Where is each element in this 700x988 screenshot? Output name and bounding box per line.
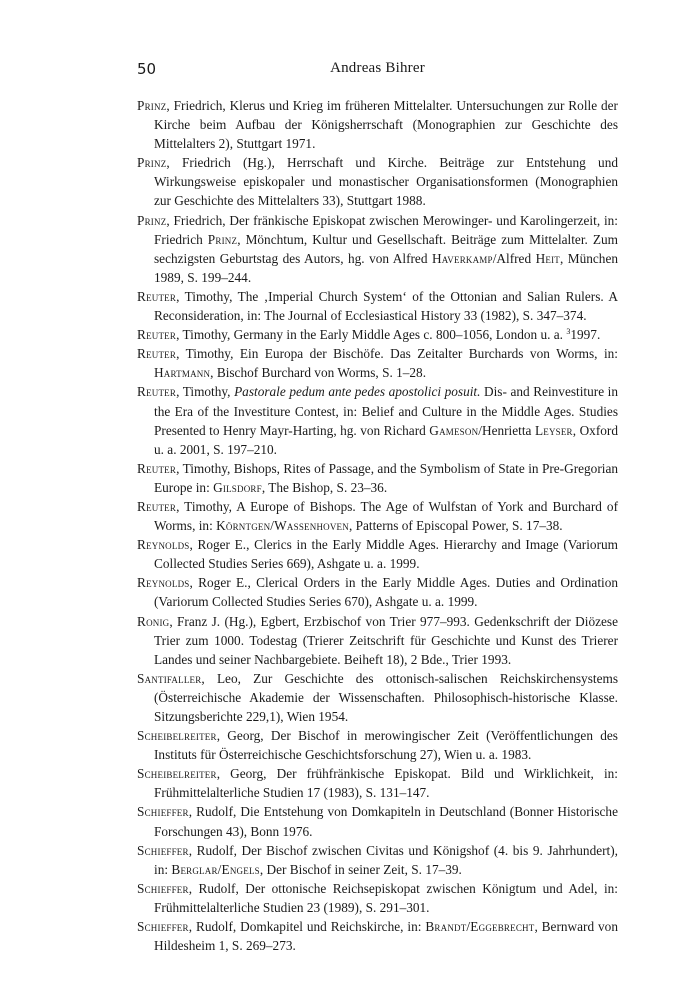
- entry-text: , Friedrich, Klerus und Krieg im früheren Mittelalter. Untersuchungen zur Rolle der Kirche beim Aufbau der Königsherrschaft (Monographien zur Geschichte des Mittelalters 2), Stuttgart 1971.: [154, 98, 618, 152]
- entry-text: , Timothy,: [176, 384, 235, 400]
- entry-author: Scheibelreiter: [137, 766, 217, 782]
- entry-text: , Rudolf, Der ottonische Reichsepiskopat zwischen Königtum und Adel, in: Frühmittelalterliche Studien 23 (1989), S. 291–301.: [154, 880, 618, 915]
- entry-text: , Friedrich, Der fränkische Episkopat zwischen Merowinger- und Karolingerzeit, in: Friedrich: [154, 212, 618, 247]
- cited-name: Gilsdorf: [213, 479, 262, 495]
- entry-text: , The Bishop, S. 23–36.: [261, 479, 388, 495]
- entry-text: , Timothy, Bishops, Rites of Passage, and the Symbolism of State in Pre-Gregorian Europe in:: [154, 460, 618, 495]
- entry-author: Prinz: [137, 155, 167, 171]
- entry-text: , Timothy, Ein Europa der Bischöfe. Das Zeitalter Burchards von Worms, in:: [176, 346, 618, 362]
- bibliography-entry: [137, 344, 618, 382]
- bibliography-entry: [137, 726, 618, 764]
- italic-title: Pastorale pedum ante pedes apostolici posuit.: [234, 384, 481, 400]
- cited-name: Leyser: [534, 422, 573, 438]
- cited-name: Hartmann: [154, 365, 211, 381]
- entry-text: , Timothy, Germany in the Early Middle Ages c. 800–1056, London u. a.: [176, 327, 567, 343]
- bibliography-entry: [137, 802, 618, 840]
- entry-text: , Timothy, A Europe of Bishops. The Age of Wulfstan of York and Burchard of Worms, in:: [154, 498, 618, 534]
- entry-author: Reuter: [137, 327, 177, 343]
- entry-text: , Oxford u. a. 2001, S. 197–210.: [154, 422, 618, 457]
- bibliography-entry: [137, 153, 618, 210]
- entry-text: , Rudolf, Domkapitel und Reichskirche, in:: [188, 919, 426, 935]
- entry-author: Schieffer: [137, 804, 189, 820]
- cited-name: Brandt/Eggebrecht: [425, 919, 535, 935]
- bibliography-entry: [137, 211, 618, 287]
- entry-author: Reynolds: [137, 537, 190, 553]
- bibliography-entry: [137, 287, 618, 325]
- entry-text: , Der Bischof in seiner Zeit, S. 17–39.: [259, 861, 462, 877]
- edition-superscript: 3: [566, 327, 571, 337]
- page-number: 50: [137, 60, 157, 78]
- page-header: [137, 60, 618, 80]
- entry-author: Reuter: [137, 288, 177, 304]
- entry-author: Reuter: [137, 346, 177, 362]
- entry-text: , Timothy, The ‚Imperial Church System‘ of the Ottonian and Salian Rulers. A Reconsideration, in: The Journal of Ecclesiastical History 33 (1982), S. 347–374.: [154, 288, 618, 324]
- entry-text: , Bischof Burchard von Worms, S. 1–28.: [210, 365, 427, 381]
- bibliography-entry: [137, 879, 618, 917]
- bibliography-entry: [137, 497, 618, 535]
- entry-author: Schieffer: [137, 919, 189, 935]
- entry-text: 1997.: [570, 327, 601, 343]
- entry-text: , Rudolf, Der Bischof zwischen Civitas und Königshof (4. bis 9. Jahrhundert), in:: [154, 842, 618, 877]
- entry-text: , München 1989, S. 199–244.: [154, 250, 618, 285]
- entry-author: Ronig: [137, 613, 170, 629]
- entry-text: , Georg, Der Bischof in merowingischer Zeit (Veröffentlichungen des Instituts für Österreichische Geschichtsforschung 27), Wien u. a. 1983.: [154, 728, 618, 763]
- bibliography-entry: [137, 841, 618, 879]
- entry-author: Santifaller: [137, 670, 202, 686]
- entry-text: /Henrietta: [478, 422, 535, 438]
- entry-author: Prinz: [137, 212, 167, 228]
- entry-text: /Alfred: [492, 250, 536, 266]
- running-head: Andreas Bihrer: [330, 60, 425, 76]
- entry-author: Schieffer: [137, 842, 189, 858]
- bibliography-list: [137, 96, 618, 955]
- cited-name: Heit: [535, 250, 560, 266]
- entry-author: Scheibelreiter: [137, 728, 217, 744]
- entry-text: Dis- and Reinvestiture in the Era of the Investiture Contest, in: Belief and Culture in the Middle Ages. Studies Presented to Henry Mayr-Harting, hg. von Richard: [154, 384, 618, 438]
- cited-name: Haverkamp: [431, 250, 493, 266]
- bibliography-entry: [137, 573, 618, 611]
- entry-author: Reynolds: [137, 575, 190, 591]
- bibliography-entry: [137, 669, 618, 726]
- bibliography-entry: [137, 917, 618, 955]
- bibliography-entry: [137, 764, 618, 802]
- bibliography-entry: [137, 459, 618, 497]
- entry-author: Reuter: [137, 460, 177, 476]
- cited-name: Körntgen/Wassenhoven: [216, 518, 349, 534]
- bibliography-entry: [137, 382, 618, 458]
- entry-text: , Bernward von Hildesheim 1, S. 269–273.: [154, 919, 618, 954]
- entry-text: , Rudolf, Die Entstehung von Domkapiteln in Deutschland (Bonner Historische Forschungen 43), Bonn 1976.: [154, 804, 618, 839]
- entry-author: Prinz: [137, 98, 167, 113]
- entry-text: , Patterns of Episcopal Power, S. 17–38.: [348, 518, 563, 534]
- entry-text: , Roger E., Clerics in the Early Middle Ages. Hierarchy and Image (Variorum Collected Studies Series 669), Ashgate u. a. 1999.: [154, 537, 618, 572]
- bibliography-entry: [137, 325, 618, 344]
- cited-name: Berglar/Engels: [171, 861, 260, 877]
- cited-name: Prinz: [207, 231, 238, 247]
- entry-text: , Mönchtum, Kultur und Gesellschaft. Beiträge zum Mittelalter. Zum sechzigsten Geburtstag des Autors, hg. von Alfred: [154, 231, 618, 266]
- entry-text: , Georg, Der frühfränkische Episkopat. Bild und Wirklichkeit, in: Frühmittelalterliche Studien 17 (1983), S. 131–147.: [154, 766, 618, 801]
- bibliography-entry: [137, 535, 618, 573]
- entry-author: Reuter: [137, 384, 177, 400]
- entry-author: Reuter: [137, 498, 177, 514]
- entry-text: , Leo, Zur Geschichte des ottonisch-salischen Reichskirchensystems (Österreichische Akademie der Wissenschaften. Philosophisch-historische Klasse. Sitzungsberichte 229,1), Wien 1954.: [154, 670, 618, 724]
- bibliography-entry: [137, 96, 618, 153]
- entry-text: , Friedrich (Hg.), Herrschaft und Kirche. Beiträge zur Entstehung und Wirkungsweise episkopaler und monastischer Organisationsformen (Monographien zur Geschichte des Mittelalters 33), Stuttgart 1988.: [154, 155, 618, 209]
- entry-text: , Roger E., Clerical Orders in the Early Middle Ages. Duties and Ordination (Variorum Collected Studies Series 670), Ashgate u. a. 1999.: [154, 575, 618, 610]
- entry-text: , Franz J. (Hg.), Egbert, Erzbischof von Trier 977–993. Gedenkschrift der Diözese Trier zum 1000. Todestag (Trierer Zeitschrift für Geschichte und Kunst des Trierer Landes und seiner Nachbargebiete. Beiheft 18), 2 Bde., Trier 1993.: [154, 613, 618, 667]
- bibliography-entry: [137, 612, 618, 669]
- cited-name: Gameson: [429, 422, 479, 438]
- entry-author: Schieffer: [137, 880, 189, 896]
